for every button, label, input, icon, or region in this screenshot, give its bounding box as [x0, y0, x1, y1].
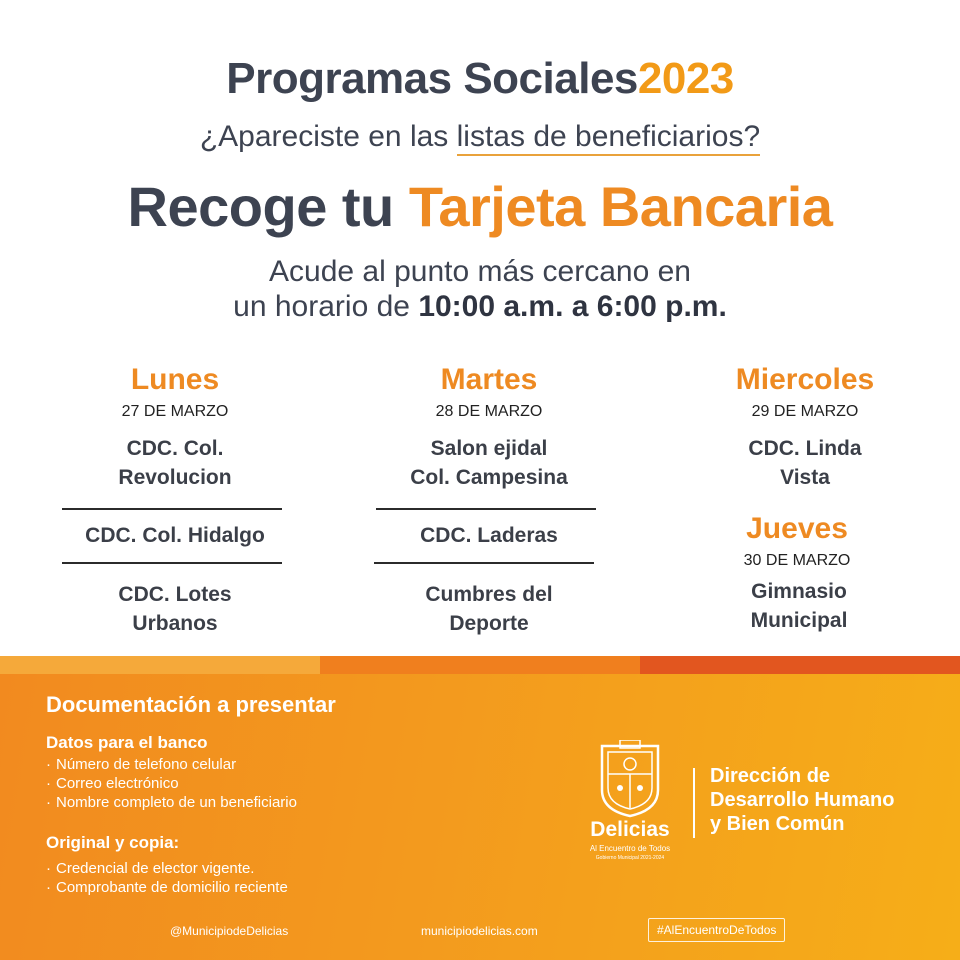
date-lunes: 27 DE MARZO [121, 403, 229, 420]
bullet: · [46, 775, 51, 792]
title-text: Programas Sociales [226, 54, 638, 103]
location-lunes-2: CDC. Col. Hidalgo [85, 524, 265, 547]
bullet: · [46, 756, 51, 773]
day-lunes: Lunes [130, 363, 220, 396]
crest-icon [584, 740, 676, 820]
accent-stripe [0, 656, 320, 674]
location-jueves-1 [684, 577, 914, 635]
logo-tagline: Al Encuentro de Todos [589, 844, 671, 853]
location-line: CDC. Lotes [118, 583, 232, 606]
list-item-text: Número de telefono celular [56, 756, 237, 773]
question-line [0, 120, 960, 154]
location-martes-2: CDC. Laderas [420, 524, 558, 547]
hashtag-badge: #AlEncuentroDeTodos [648, 918, 785, 942]
location-line: CDC. Linda [748, 437, 862, 460]
date-jueves: 30 DE MARZO [743, 552, 851, 569]
bullet: · [46, 860, 51, 877]
location-miercoles-1 [690, 434, 920, 492]
location-line: Urbanos [132, 612, 218, 635]
divider-vertical [693, 768, 695, 838]
subtitle-text: un horario de [233, 290, 419, 323]
location-line: Vista [780, 466, 830, 489]
list-item [46, 775, 179, 792]
divider [374, 562, 594, 564]
logo-name: Delicias [590, 818, 670, 841]
location-lunes-1 [60, 434, 290, 492]
divider [62, 508, 282, 510]
list-item [46, 794, 297, 811]
program-title [0, 54, 960, 104]
location-line: Municipal [750, 609, 848, 632]
location-line: Col. Campesina [410, 466, 568, 489]
accent-stripe [320, 656, 640, 674]
headline-highlight: Tarjeta Bancaria [408, 175, 833, 238]
list-item [46, 756, 236, 773]
list-item-text: Nombre completo de un beneficiario [56, 794, 297, 811]
subtitle-line-2 [0, 290, 960, 324]
list-item [46, 879, 288, 896]
day-martes: Martes [440, 363, 538, 396]
department-line-3: y Bien Común [710, 813, 845, 835]
website-link[interactable]: municipiodelicias.com [421, 924, 538, 938]
day-jueves: Jueves [746, 512, 848, 545]
location-line: Deporte [449, 612, 529, 635]
divider [62, 562, 282, 564]
headline-text: Recoge tu [127, 175, 409, 238]
date-miercoles: 29 DE MARZO [751, 403, 859, 420]
location-line: Revolucion [118, 466, 232, 489]
location-martes-1 [374, 434, 604, 492]
divider [376, 508, 596, 510]
original-section-title: Original y copia: [46, 833, 180, 852]
department-line-1: Dirección de [710, 765, 831, 787]
location-lunes-3 [60, 580, 290, 638]
list-item [46, 860, 254, 877]
location-line: Gimnasio [751, 580, 847, 603]
location-line: Cumbres del [425, 583, 553, 606]
question-underlined: listas de beneficiarios? [457, 120, 761, 156]
location-martes-3 [374, 580, 604, 638]
bullet: · [46, 879, 51, 896]
title-year: 2023 [637, 54, 734, 103]
headline [0, 174, 960, 239]
schedule-hours: 10:00 a.m. a 6:00 p.m. [418, 290, 727, 323]
day-miercoles: Miercoles [735, 363, 875, 396]
location-line: CDC. Col. [126, 437, 224, 460]
social-handle[interactable]: @MunicipiodeDelicias [170, 924, 289, 938]
bank-section-title: Datos para el banco [46, 733, 208, 752]
list-item-text: Comprobante de domicilio reciente [56, 879, 288, 896]
accent-stripe [640, 656, 960, 674]
list-item-text: Credencial de elector vigente. [56, 860, 255, 877]
bullet: · [46, 794, 51, 811]
date-martes: 28 DE MARZO [435, 403, 543, 420]
list-item-text: Correo electrónico [56, 775, 179, 792]
logo-small-text: Gobierno Municipal 2021-2024 [595, 855, 665, 861]
question-text: ¿Apareciste en las [199, 120, 457, 153]
department-line-2: Desarrollo Humano [710, 789, 895, 811]
location-line: Salon ejidal [430, 437, 548, 460]
delicias-logo [584, 740, 676, 870]
subtitle-line-1: Acude al punto más cercano en [269, 255, 691, 288]
documentation-title: Documentación a presentar [46, 692, 336, 717]
